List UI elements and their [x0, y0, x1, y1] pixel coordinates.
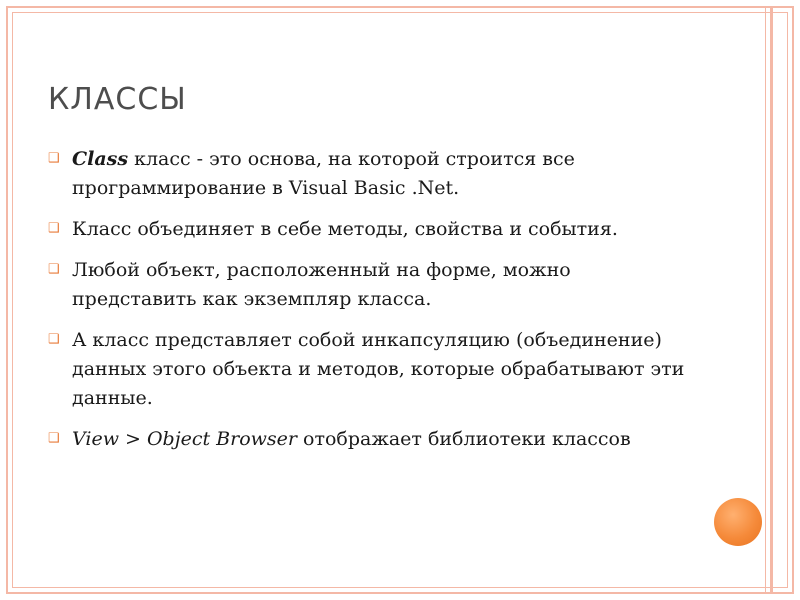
bullet-text: Любой объект, расположенный на форме, можно представить как экземпляр класса. — [72, 259, 571, 310]
bullet-text: А класс представляет собой инкапсуляцию (объединение) данных этого объекта и методов, которые обрабатывают эти данные. — [72, 329, 685, 409]
hollow-square-bullet-icon: ❑ — [48, 221, 60, 236]
bullet-item-4 — [48, 326, 688, 413]
bullet-text: отображает библиотеки классов — [297, 428, 631, 450]
bullet-item-3 — [48, 256, 688, 314]
hollow-square-bullet-icon: ❑ — [48, 151, 60, 166]
bullet-text: Класс объединяет в себе методы, свойства и события. — [72, 218, 618, 240]
hollow-square-bullet-icon: ❑ — [48, 262, 60, 277]
bullet-item-2 — [48, 215, 688, 244]
bullet-list — [48, 145, 688, 466]
side-decor-line — [765, 6, 766, 594]
orange-circle-decoration — [714, 498, 762, 546]
slide-title: КЛАССЫ — [48, 82, 187, 117]
bullet-lead: Class — [72, 148, 129, 170]
bullet-item-1 — [48, 145, 688, 203]
side-decor-line-thick — [770, 6, 773, 594]
bullet-item-5 — [48, 425, 688, 454]
bullet-text: класс - это основа, на которой строится все программирование в Visual Basic .Net. — [72, 148, 575, 199]
hollow-square-bullet-icon: ❑ — [48, 332, 60, 347]
hollow-square-bullet-icon: ❑ — [48, 431, 60, 446]
bullet-lead: View > Object Browser — [72, 428, 297, 450]
